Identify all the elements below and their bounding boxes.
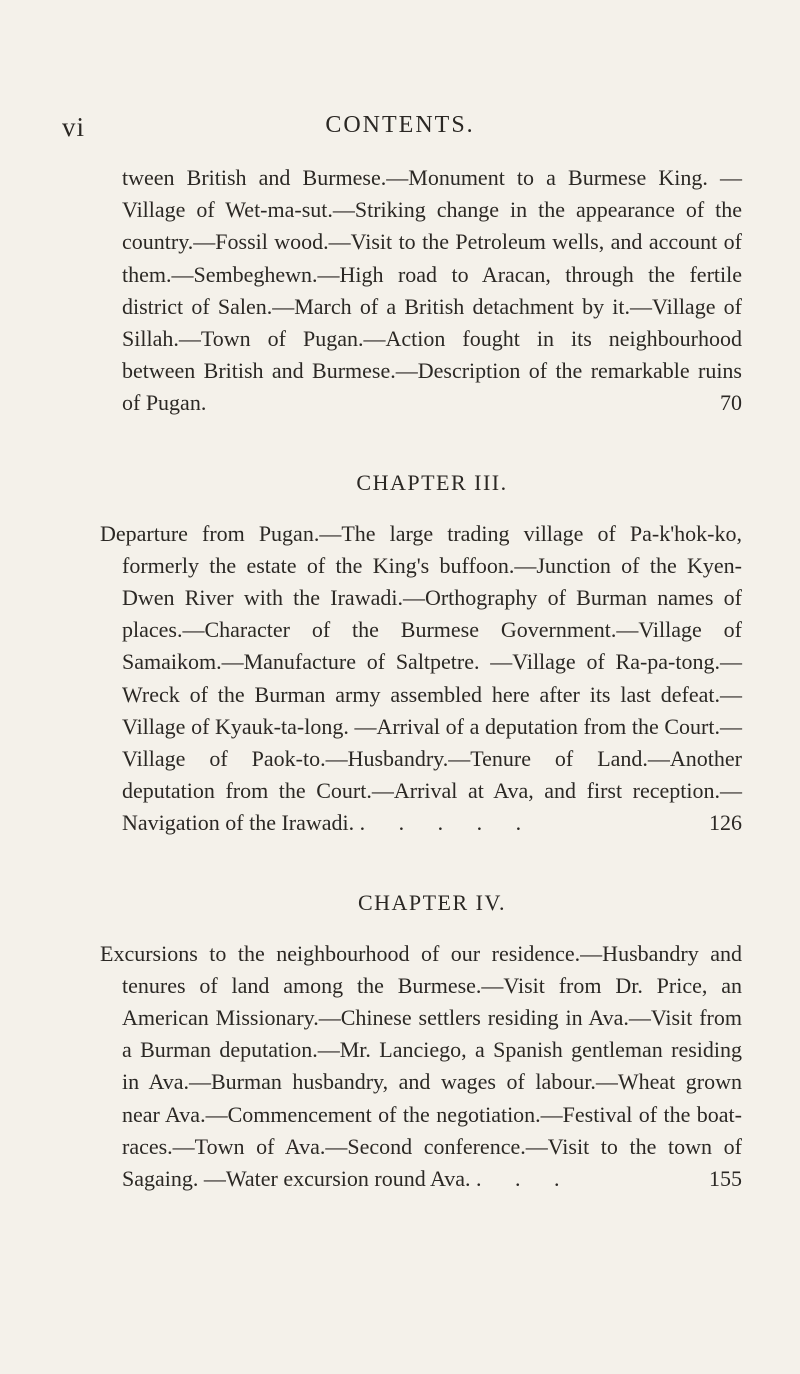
continued-entry: [122, 162, 742, 420]
chapter-4-heading: CHAPTER IV.: [357, 889, 507, 915]
running-head: CONTENTS.: [325, 112, 475, 138]
chapter-3-text: Departure from Pugan.—The large trading village of Pa-k'hok-ko, formerly the estate of the King's buffoon.—Junction of the Kyen-Dwen River with the Irawadi.—Orthography of Burman names of places.—Character of the Burmese Government.—Village of Samaikom.—Manufacture of Saltpetre. —Village of Ra-pa-tong.—Wreck of the Burman army assembled here after its last defeat.—Village of Kyauk-ta-long. —Arrival of a deputation from the Court.—Village of Paok-to.—Husbandry.—Tenure of Land.—Another deputation from the Court.—Arrival at Ava, and first reception.—Navigation of the Irawadi.: [100, 520, 742, 836]
chapter-4-dots: . . .: [476, 1166, 574, 1192]
chapter-4-entry: [100, 938, 742, 1196]
chapter-3-entry: [100, 518, 742, 840]
chapter-4-text: Excursions to the neighbourhood of our residence.—Husbandry and tenures of land among the Burmese.—Visit from Dr. Price, an American Missionary.—Chinese settlers residing in Ava.—Visit from a Burman deputation.—Mr. Lanciego, a Spanish gentleman residing in Ava.—Burman husbandry, and wages of labour.—Wheat grown near Ava.—Commencement of the negotiation.—Festival of the boat-races.—Town of Ava.—Second conference.—Visit to the town of Sagaing. —Water excursion round Ava.: [100, 940, 742, 1192]
chapter-3-dots: . . . . .: [359, 810, 536, 836]
page-number: vi: [62, 112, 86, 142]
continued-entry-page: 70: [720, 390, 742, 416]
continued-entry-text: tween British and Burmese.—Monument to a Burmese King. —Village of Wet-ma-sut.—Striking change in the appearance of the country.—Fossil wood.—Visit to the Petroleum wells, and account of them.—Sembeghewn.—High road to Aracan, through the fertile district of Salen.—March of a British detachment by it.—Village of Sillah.—Town of Pugan.—Action fought in its neighbourhood between British and Burmese.—Description of the remarkable ruins of Pugan.: [122, 165, 742, 416]
contents-body: [100, 162, 742, 1195]
chapter-3-heading: CHAPTER III.: [356, 469, 508, 495]
chapter-4-page: 155: [709, 1166, 742, 1192]
chapter-3-page: 126: [709, 810, 742, 836]
